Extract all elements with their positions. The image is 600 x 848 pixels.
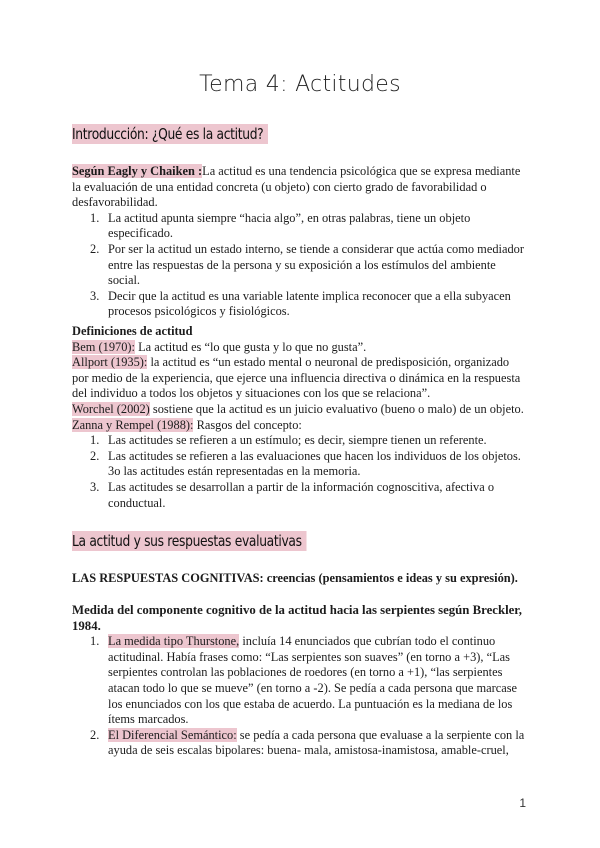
intro-block <box>72 164 528 320</box>
definitions-block <box>72 324 528 511</box>
breckler-heading: Medida del componente cognitivo de la actitud hacia las serpientes según Breckler, 1984. <box>72 603 523 633</box>
intro-list <box>72 211 528 320</box>
list-item: 3. Decir que la actitud es una variable latente implica reconocer que a ella subyacen procesos psicológicos y fisiológicos. <box>90 288 511 319</box>
breckler-block <box>72 603 528 759</box>
definitions-list <box>72 433 528 511</box>
section-heading-evaluative: La actitud y sus respuestas evaluativas <box>72 531 307 551</box>
cognitive-heading: LAS RESPUESTAS COGNITIVAS: creencias (pensamientos e ideas y su expresión). <box>72 571 518 585</box>
definition-zanna: Zanna y Rempel (1988): Rasgos del concepto: <box>72 417 302 432</box>
list-item: 3. Las actitudes se desarrollan a partir de la información cognoscitiva, afectiva o conductual. <box>90 479 495 510</box>
definitions-heading: Definiciones de actitud <box>72 324 193 338</box>
lead-label: Según Eagly y Chaiken : <box>72 164 203 178</box>
list-item: 1. La medida tipo Thurstone, incluía 14 enunciados que cubrían todo el continuo actitudinal. Había frases como: “Las serpientes son suaves” (en torno a +3), “Las serpientes controlan las poblaciones de roedores (en torno a +1), “las serpientes atacan todo lo que se mueve” (en torno a -2). Se pedía a cada persona que marcase los enunciados con los que estaba de acuerdo. La puntuación es la mediana de los ítems marcados. <box>90 634 518 727</box>
definition-allport: Allport (1935): la actitud es “un estado mental o neuronal de predisposición, organizado por medio de la experiencia, que ejerce una influencia directiva o dinámica en la respuesta del individuo a todos los objetos y situaciones con los que se relaciona”. <box>72 355 521 401</box>
intro-lead-paragraph <box>72 164 528 211</box>
list-item: 1. La actitud apunta siempre “hacia algo”, en otras palabras, tiene un objeto especificado. <box>90 210 471 241</box>
document-title: Tema 4: Actitudes <box>199 72 401 97</box>
cognitive-block <box>72 571 528 587</box>
list-item: 1. Las actitudes se refieren a un estímulo; es decir, siempre tienen un referente. <box>90 433 487 448</box>
list-item: 2. Por ser la actitud un estado interno, se tiende a considerar que actúa como mediador entre las respuestas de la persona y su exposición a los estímulos del ambiente social. <box>90 241 524 288</box>
list-item: 2. El Diferencial Semántico: se pedía a cada persona que evaluase a la serpiente con la ayuda de seis escalas bipolares: buena- mala, amistosa-inamistosa, amable-cruel, <box>90 727 525 758</box>
breckler-list <box>72 634 528 759</box>
page-number: 1 <box>519 796 526 810</box>
definition-bem: Bem (1970): La actitud es “lo que gusta y lo que no gusta”. <box>72 339 367 354</box>
list-item: 2. Las actitudes se refieren a las evaluaciones que hacen los individuos de los objetos. 3o las actitudes están representadas en la memoria. <box>90 448 521 479</box>
definition-worchel: Worchel (2002) sostiene que la actitud es un juicio evaluativo (bueno o malo) de un objeto. <box>72 401 524 416</box>
section-heading-intro: Introducción: ¿Qué es la actitud? <box>72 124 268 144</box>
lead-text: La actitud es una tendencia psicológica que se expresa mediante la evaluación de una entidad concreta (u objeto) con cierto grado de favorabilidad o desfavorabilidad. <box>72 164 521 210</box>
